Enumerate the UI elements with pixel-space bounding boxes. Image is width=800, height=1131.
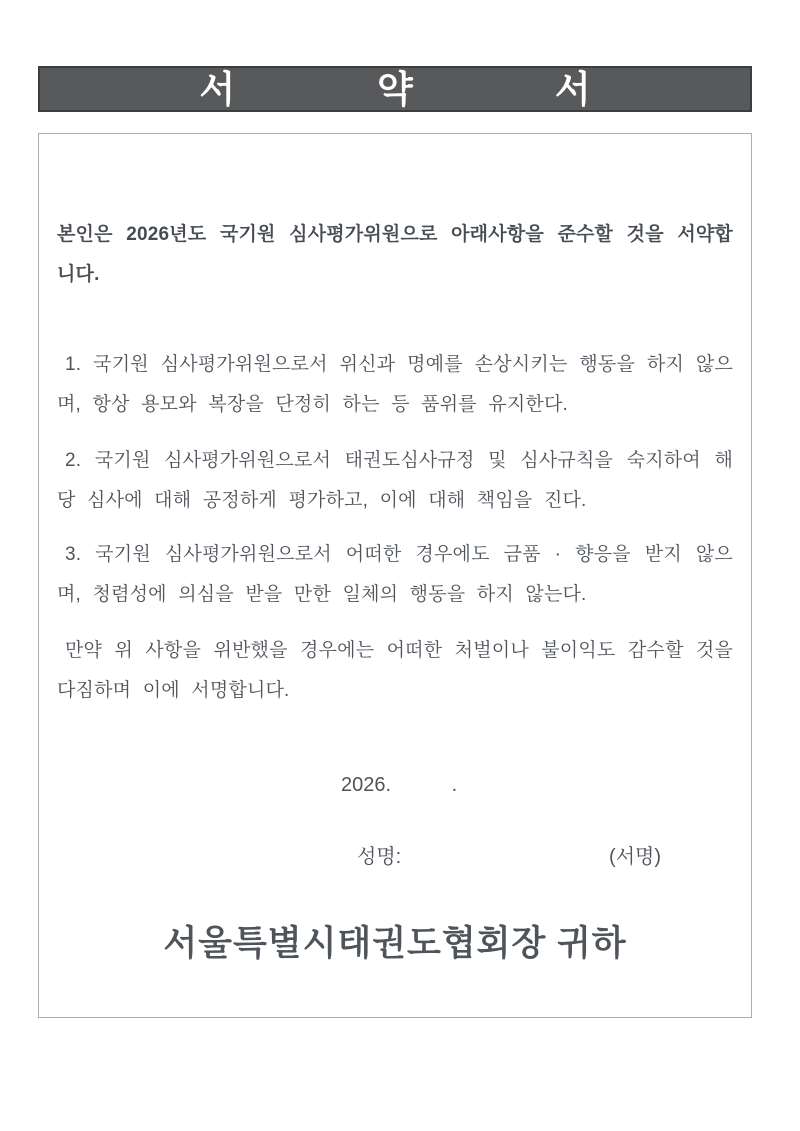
signature-label: (서명) xyxy=(609,846,661,868)
pledge-item-1: 1. 국기원 심사평가위원으로서 위신과 명예를 손상시키는 행동을 하지 않으며, 항상 용모와 복장을 단정히 하는 등 품위를 유지한다. xyxy=(57,354,733,415)
pledge-item-3: 3. 국기원 심사평가위원으로서 어떠한 경우에도 금품 · 향응을 받지 않으며, 청렴성에 의심을 받을 만한 일체의 행동을 하지 않는다. xyxy=(57,544,733,605)
signature-line xyxy=(57,837,733,877)
title-char-1: 서 xyxy=(199,68,236,110)
document-body-box xyxy=(38,133,752,1018)
title-char-3: 서 xyxy=(554,68,591,110)
title-char-2: 약 xyxy=(377,68,413,110)
date-line xyxy=(57,765,733,805)
recipient-line: 서울특별시태권도협회장 귀하 xyxy=(163,924,627,963)
closing-paragraph: 만약 위 사항을 위반했을 경우에는 어떠한 처벌이나 불이익도 감수할 것을 다짐하며 이에 서명합니다. xyxy=(57,640,733,701)
name-label: 성명: xyxy=(357,846,402,868)
intro-paragraph: 본인은 2026년도 국기원 심사평가위원으로 아래사항을 준수할 것을 서약합니다. xyxy=(57,224,733,285)
date-year: 2026. xyxy=(341,774,392,796)
pledge-title-bar xyxy=(38,66,752,112)
date-day-dot: . xyxy=(451,774,458,796)
pledge-item-2: 2. 국기원 심사평가위원으로서 태권도심사규정 및 심사규칙을 숙지하여 해당 심사에 대해 공정하게 평가하고, 이에 대해 책임을 진다. xyxy=(57,450,733,511)
